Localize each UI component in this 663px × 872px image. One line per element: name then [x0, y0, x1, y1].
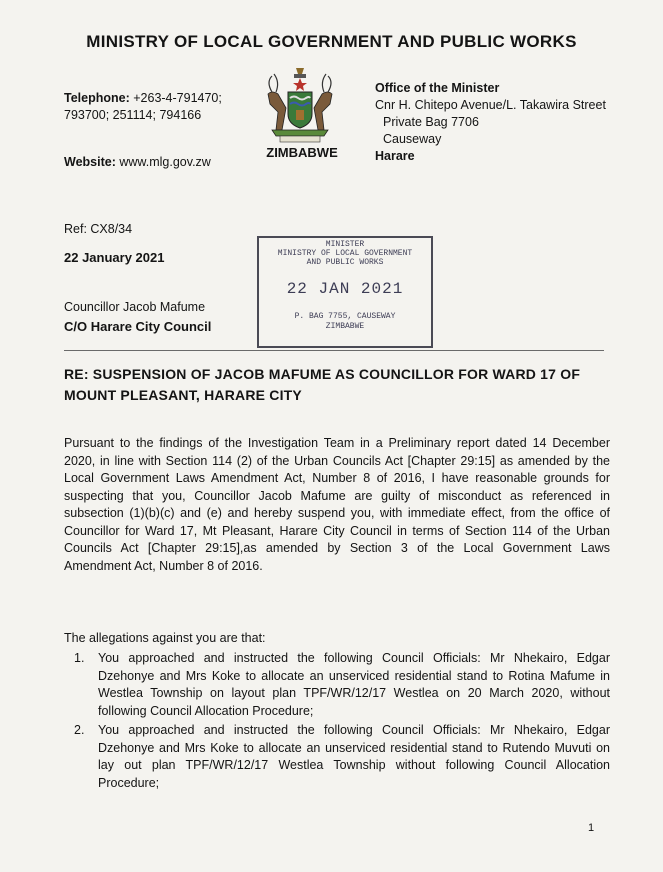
telephone-label: Telephone: [64, 91, 130, 105]
list-item-number: 2. [74, 723, 85, 737]
page-number: 1 [588, 822, 595, 834]
list-item-text: You approached and instructed the following Council Officials: Mr Nhekairo, Edgar Dzehonye and Mrs Koke to allocate an unserviced residential stand to Rutendo Muvuti on lay out plan TPF/WR/12/17 Westlea Township without following Council Allocation Procedure; [98, 723, 610, 790]
stamp-date: 22 JAN 2021 [286, 280, 404, 298]
recipient-name: Councillor Jacob Mafume [64, 300, 206, 314]
list-item-number: 1. [74, 651, 85, 665]
office-line: Causeway [383, 132, 442, 146]
allegations-intro: The allegations against you are that: [64, 631, 266, 645]
coat-of-arms-icon [258, 64, 342, 144]
ministry-title: MINISTRY OF LOCAL GOVERNMENT AND PUBLIC WORKS [86, 32, 577, 51]
stamp-line: MINISTRY OF LOCAL GOVERNMENT [277, 249, 413, 258]
recipient-org: C/O Harare City Council [64, 319, 212, 334]
letter-date: 22 January 2021 [64, 250, 165, 265]
body-paragraph: Pursuant to the findings of the Investigation Team in a Preliminary report dated 14 December 2020, in line with Section 114 (2) of the Urban Councils Act [Chapter 29:15] as amended by the Local Government Laws Amendment Act, Number 8 of 2016, I have reasonable grounds for suspecting that you, Councillor Jacob Mafume are guilty of misconduct as referenced in subsection (1)(b)(c) and (e) and hereby suspend you, with immediate effect, from the office of Councillor for Ward 17, Mt Pleasant, Harare City Council in terms of Section 114 of the Urban Councils Act [Chapter 29:15],as amended by Section 3 of the Local Government Laws Amendment Act, Number 8 of 2016. [64, 436, 610, 573]
telephone-value: +263-4-791470; 793700; 251114; 794166 [64, 91, 222, 122]
subject-line: RE: SUSPENSION OF JACOB MAFUME AS COUNCILLOR FOR WARD 17 OF MOUNT PLEASANT, HARARE CITY [64, 366, 581, 403]
list-item-text: You approached and instructed the following Council Officials: Mr Nhekairo, Edgar Dzehonye and Mrs Koke to allocate an unserviced residential stand to Rotina Mafume in Westlea Township on layout plan TPF/WR/12/17 Westlea on 20 March 2020, without following Council Allocation Procedure; [98, 651, 610, 718]
website-value: www.mlg.gov.zw [119, 155, 211, 169]
list-item [64, 722, 610, 792]
telephone-block [64, 90, 244, 124]
stamp-line: ZIMBABWE [325, 322, 365, 331]
list-item [64, 650, 610, 720]
received-stamp [257, 236, 433, 348]
website-block [64, 155, 211, 169]
office-line: Harare [375, 149, 415, 163]
stamp-line: AND PUBLIC WORKS [306, 258, 384, 267]
office-line: Cnr H. Chitepo Avenue/L. Takawira Street [375, 98, 606, 112]
stamp-line: MINISTER [325, 240, 365, 249]
country-name: ZIMBABWE [266, 145, 338, 160]
stamp-line: P. BAG 7755, CAUSEWAY [294, 312, 396, 321]
reference: Ref: CX8/34 [64, 222, 133, 236]
allegations-list [64, 650, 610, 794]
office-address [375, 80, 635, 165]
website-label: Website: [64, 155, 116, 169]
office-title: Office of the Minister [375, 81, 500, 95]
office-line: Private Bag 7706 [383, 115, 479, 129]
divider [64, 350, 604, 351]
